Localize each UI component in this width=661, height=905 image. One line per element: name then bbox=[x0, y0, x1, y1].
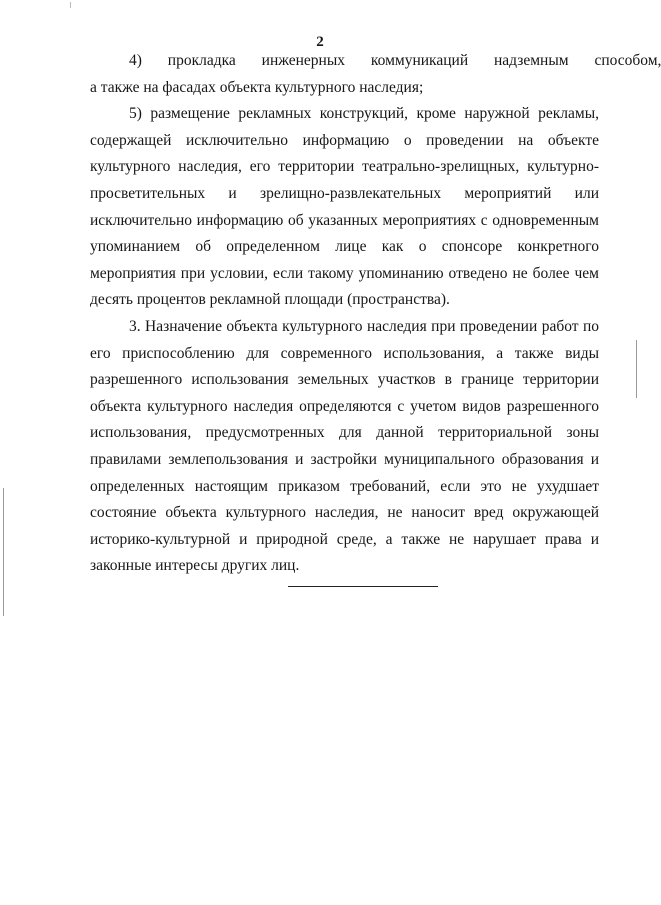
text-line: правилами землепользования и застройки муниципального образования и bbox=[90, 450, 599, 468]
text-line: просветительных и зрелищно-развлекательных мероприятий или bbox=[90, 184, 599, 202]
paragraph-item-4 bbox=[90, 48, 661, 101]
text-line: 3. Назначение объекта культурного наследия при проведении работ по bbox=[129, 317, 599, 335]
text-line: состояние объекта культурного наследия, не наносит вред окружающей bbox=[90, 504, 599, 522]
text-line: законные интересы других лиц. bbox=[90, 557, 300, 575]
text-line: а также на фасадах объекта культурного наследия; bbox=[90, 78, 424, 96]
scan-artifact-left-edge bbox=[3, 488, 4, 616]
closing-divider-line bbox=[288, 586, 438, 587]
document-body bbox=[90, 48, 661, 580]
scan-artifact-right-edge bbox=[636, 340, 637, 398]
text-line: историко-культурной и природной среде, а также не нарушает права и bbox=[90, 530, 599, 548]
text-line: культурного наследия, его территории театрально-зрелищных, культурно- bbox=[90, 158, 599, 176]
text-line: определенных настоящим приказом требований, если это не ухудшает bbox=[90, 477, 599, 495]
text-line: разрешенного использования земельных участков в границе территории bbox=[90, 371, 599, 389]
text-line: упоминанием об определенном лице как о спонсоре конкретного bbox=[90, 238, 599, 256]
text-line: исключительно информацию об указанных мероприятиях с одновременным bbox=[90, 211, 599, 229]
paragraph-item-5 bbox=[90, 101, 599, 314]
text-line: использования, предусмотренных для данной территориальной зоны bbox=[90, 424, 599, 442]
text-line: мероприятия при условии, если такому упоминанию отведено не более чем bbox=[90, 264, 599, 282]
text-line: содержащей исключительно информацию о проведении на объекте bbox=[90, 131, 599, 149]
paragraph-clause-3 bbox=[90, 314, 599, 580]
scan-artifact-top bbox=[70, 2, 71, 8]
text-line: 4) прокладка инженерных коммуникаций надземным способом, bbox=[129, 52, 661, 69]
text-line: десять процентов рекламной площади (пространства). bbox=[90, 291, 450, 309]
page-number: 2 bbox=[316, 34, 324, 50]
text-line: 5) размещение рекламных конструкций, кроме наружной рекламы, bbox=[129, 105, 599, 123]
text-line: объекта культурного наследия определяются с учетом видов разрешенного bbox=[90, 397, 599, 415]
text-line: его приспособлению для современного использования, а также виды bbox=[90, 344, 599, 362]
